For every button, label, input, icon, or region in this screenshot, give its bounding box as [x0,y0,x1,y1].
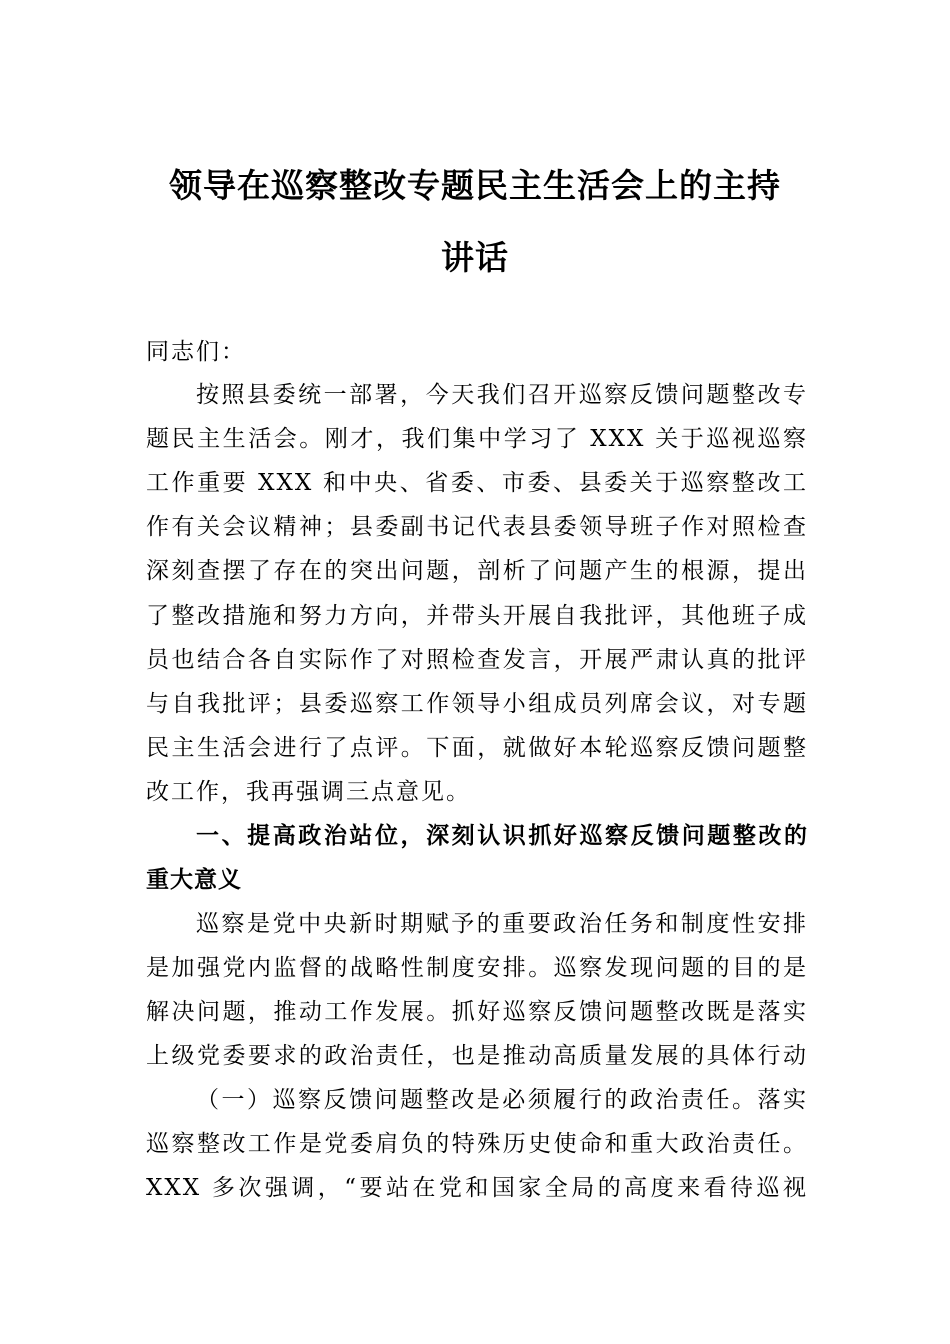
paragraph-1-line: 按照县委统一部署，今天我们召开巡察反馈问题整改专 [196,382,808,408]
document-title-line-1: 领导在巡察整改专题民主生活会上的主持 [169,166,781,205]
paragraph-1-line: 员也结合各自实际作了对照检查发言，开展严肃认真的批评 [146,647,808,673]
paragraph-1-line: 题民主生活会。刚才，我们集中学习了 XXX 关于巡视巡察 [146,426,808,452]
document-title-line-2: 讲话 [441,238,509,277]
paragraph-3-line: 巡察整改工作是党委肩负的特殊历史使命和重大政治责任。 [146,1131,808,1157]
paragraph-1-line: 作有关会议精神；县委副书记代表县委领导班子作对照检查 [146,514,808,540]
paragraph-1-line: 工作重要 XXX 和中央、省委、市委、县委关于巡察整改工 [146,470,808,496]
paragraph-1-line: 深刻查摆了存在的突出问题，剖析了问题产生的根源，提出 [146,558,808,584]
paragraph-2-line: 是加强党内监督的战略性制度安排。巡察发现问题的目的是 [146,955,808,981]
section-heading-1-line: 重大意义 [146,867,242,893]
paragraph-1-line: 与自我批评；县委巡察工作领导小组成员列席会议，对专题 [146,691,808,717]
paragraph-2-line: 巡察是党中央新时期赋予的重要政治任务和制度性安排 [196,911,808,937]
paragraph-1-line: 改工作，我再强调三点意见。 [146,779,471,805]
paragraph-2-line: 解决问题，推动工作发展。抓好巡察反馈问题整改既是落实 [146,999,808,1025]
paragraph-3-line: XXX 多次强调，“要站在党和国家全局的高度来看待巡视 [146,1175,808,1201]
paragraph-1-line: 民主生活会进行了点评。下面，就做好本轮巡察反馈问题整 [146,735,808,761]
section-heading-1-line: 一、提高政治站位，深刻认识抓好巡察反馈问题整改的 [196,823,808,849]
paragraph-2-line: 上级党委要求的政治责任，也是推动高质量发展的具体行动 [146,1043,808,1069]
paragraph-3-line: （一）巡察反馈问题整改是必须履行的政治责任。落实 [196,1087,808,1113]
paragraph-1-line: 了整改措施和努力方向，并带头开展自我批评，其他班子成 [146,603,808,629]
salutation: 同志们： [146,339,246,365]
